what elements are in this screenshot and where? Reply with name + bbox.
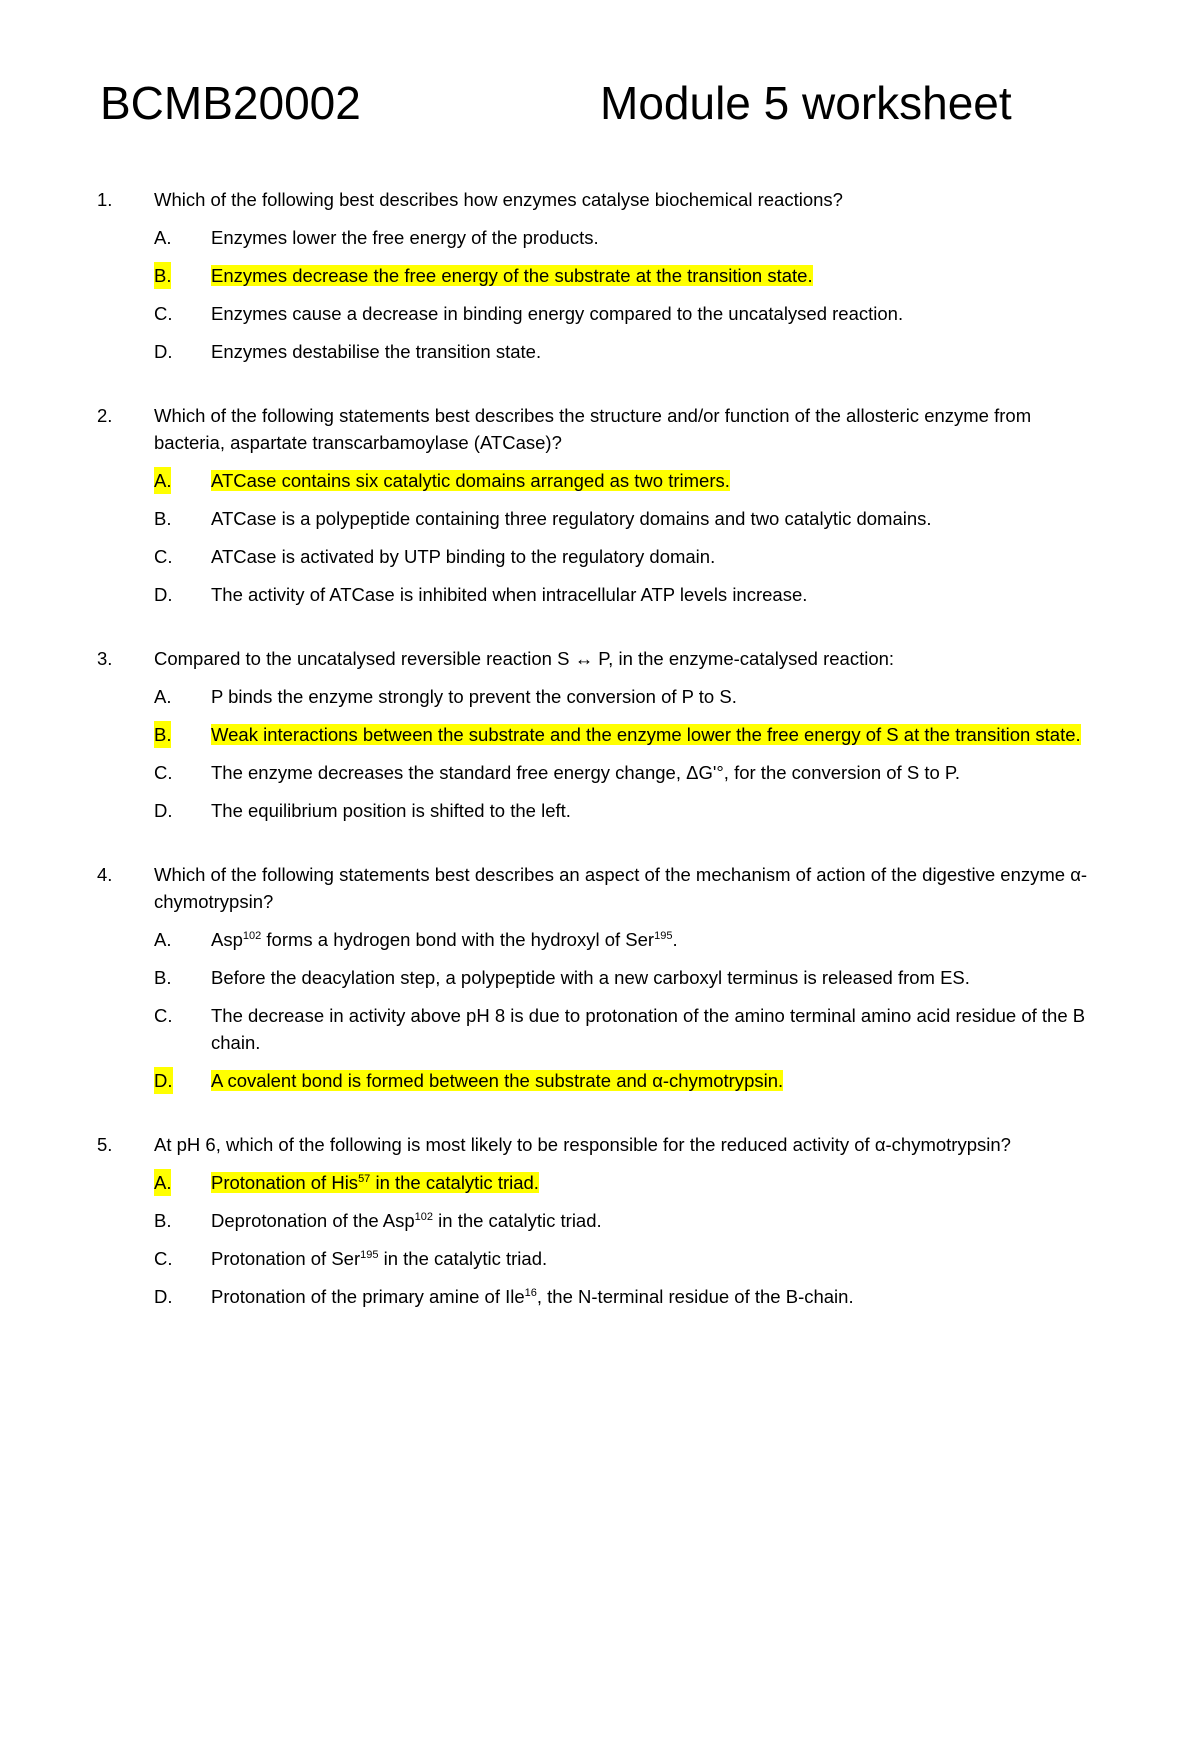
answer-option-correct (97, 262, 1107, 289)
answer-option-correct (97, 1169, 1107, 1196)
option-text: Before the deacylation step, a polypeptide with a new carboxyl terminus is released from ES. (211, 967, 970, 988)
option-letter: D. (154, 1067, 173, 1094)
option-text: ATCase contains six catalytic domains arranged as two trimers. (211, 470, 730, 491)
option-text (211, 1210, 602, 1231)
option-text: Enzymes cause a decrease in binding energy compared to the uncatalysed reaction. (211, 303, 904, 324)
option-text: Enzymes lower the free energy of the products. (211, 227, 599, 248)
answer-option (97, 1207, 1107, 1234)
option-letter: D. (154, 584, 173, 605)
answer-option (97, 581, 1107, 608)
question-text: Which of the following best describes how enzymes catalyse biochemical reactions? (154, 189, 843, 210)
question-block (97, 1131, 1107, 1310)
answer-option-correct (97, 721, 1107, 748)
option-text (211, 1286, 854, 1307)
question-number: 3. (97, 648, 113, 669)
option-letter: C. (154, 546, 173, 567)
question-block (97, 861, 1107, 1094)
option-text-segment: Deprotonation of the Asp (211, 1210, 415, 1231)
option-letter: A. (154, 227, 172, 248)
question-text: Which of the following statements best describes an aspect of the mechanism of action of the digestive enzyme α-chymotrypsin? (154, 864, 1088, 912)
option-text-segment: Protonation of Ser (211, 1248, 361, 1269)
option-text (211, 1172, 539, 1193)
worksheet-title: Module 5 worksheet (600, 77, 1012, 129)
answer-option-correct (97, 467, 1107, 494)
option-letter: D. (154, 341, 173, 362)
option-text: ATCase is activated by UTP binding to the regulatory domain. (211, 546, 716, 567)
option-letter: B. (154, 967, 172, 988)
option-text-segment: in the catalytic triad. (378, 1248, 548, 1269)
option-text: Enzymes decrease the free energy of the substrate at the transition state. (211, 265, 813, 286)
question-text: At pH 6, which of the following is most likely to be responsible for the reduced activity of α-chymotrypsin? (154, 1134, 1011, 1155)
answer-option (97, 338, 1107, 365)
option-text: The decrease in activity above pH 8 is due to protonation of the amino terminal amino acid residue of the B chain. (211, 1005, 1086, 1053)
document-header (100, 76, 1100, 136)
answer-option (97, 300, 1107, 327)
option-letter: B. (154, 1210, 172, 1231)
option-letter: A. (154, 1169, 171, 1196)
option-letter: D. (154, 800, 173, 821)
answer-option (97, 797, 1107, 824)
option-letter: C. (154, 1248, 173, 1269)
option-text-segment: . (672, 929, 678, 950)
answer-option (97, 1002, 1107, 1056)
option-text: Enzymes destabilise the transition state. (211, 341, 542, 362)
option-text-segment: in the catalytic triad. (433, 1210, 602, 1231)
question-block (97, 645, 1107, 824)
answer-option (97, 1283, 1107, 1310)
superscript-number: 195 (360, 1249, 379, 1261)
question-block (97, 186, 1107, 365)
question-number: 5. (97, 1134, 113, 1155)
superscript-number: 57 (358, 1173, 371, 1185)
option-letter: C. (154, 762, 173, 783)
option-letter: A. (154, 686, 172, 707)
option-text-segment: Asp (211, 929, 243, 950)
answer-option (97, 224, 1107, 251)
option-text: The equilibrium position is shifted to the left. (211, 800, 571, 821)
superscript-number: 102 (242, 930, 262, 942)
answer-option-correct (97, 1067, 1107, 1094)
question-number: 1. (97, 189, 113, 210)
question-text: Compared to the uncatalysed reversible reaction S ↔ P, in the enzyme-catalysed reaction: (154, 648, 895, 669)
question-number: 2. (97, 405, 113, 426)
option-letter: B. (154, 262, 171, 289)
option-letter: B. (154, 721, 171, 748)
option-text-segment: Protonation of His (211, 1172, 359, 1193)
answer-option (97, 683, 1107, 710)
question-list (97, 186, 1107, 1347)
option-text-segment: Protonation of the primary amine of Ile (211, 1286, 525, 1307)
option-letter: A. (154, 467, 171, 494)
option-text (211, 1248, 547, 1269)
superscript-number: 102 (414, 1211, 434, 1223)
option-letter: B. (154, 508, 172, 529)
option-text-segment: , the N-terminal residue of the B-chain. (536, 1286, 854, 1307)
option-text: A covalent bond is formed between the substrate and α-chymotrypsin. (211, 1070, 784, 1091)
superscript-number: 16 (524, 1287, 537, 1299)
option-text (211, 929, 678, 950)
question-number: 4. (97, 864, 113, 885)
option-text: The activity of ATCase is inhibited when intracellular ATP levels increase. (211, 584, 808, 605)
answer-option (97, 964, 1107, 991)
option-letter: C. (154, 1005, 173, 1026)
question-text: Which of the following statements best describes the structure and/or function of the allosteric enzyme from bacteria, aspartate transcarbamoylase (ATCase)? (154, 405, 1032, 453)
question-block (97, 402, 1107, 608)
answer-option (97, 505, 1107, 532)
question-prompt (97, 186, 1107, 213)
answer-option (97, 543, 1107, 570)
option-text-segment: forms a hydrogen bond with the hydroxyl of Ser (261, 929, 655, 950)
question-prompt (97, 861, 1107, 915)
option-text: P binds the enzyme strongly to prevent the conversion of P to S. (211, 686, 737, 707)
superscript-number: 195 (654, 930, 673, 942)
question-prompt (97, 645, 1107, 672)
answer-option (97, 926, 1107, 953)
question-prompt (97, 1131, 1107, 1158)
option-text-segment: in the catalytic triad. (370, 1172, 539, 1193)
option-text: ATCase is a polypeptide containing three regulatory domains and two catalytic domains. (211, 508, 932, 529)
option-letter: D. (154, 1286, 173, 1307)
option-text: The enzyme decreases the standard free energy change, ΔG'°, for the conversion of S to P. (211, 762, 960, 783)
question-prompt (97, 402, 1107, 456)
course-code: BCMB20002 (100, 77, 361, 129)
answer-option (97, 1245, 1107, 1272)
answer-option (97, 759, 1107, 786)
option-text: Weak interactions between the substrate and the enzyme lower the free energy of S at the transition state. (211, 724, 1081, 745)
option-letter: C. (154, 303, 173, 324)
option-letter: A. (154, 929, 172, 950)
